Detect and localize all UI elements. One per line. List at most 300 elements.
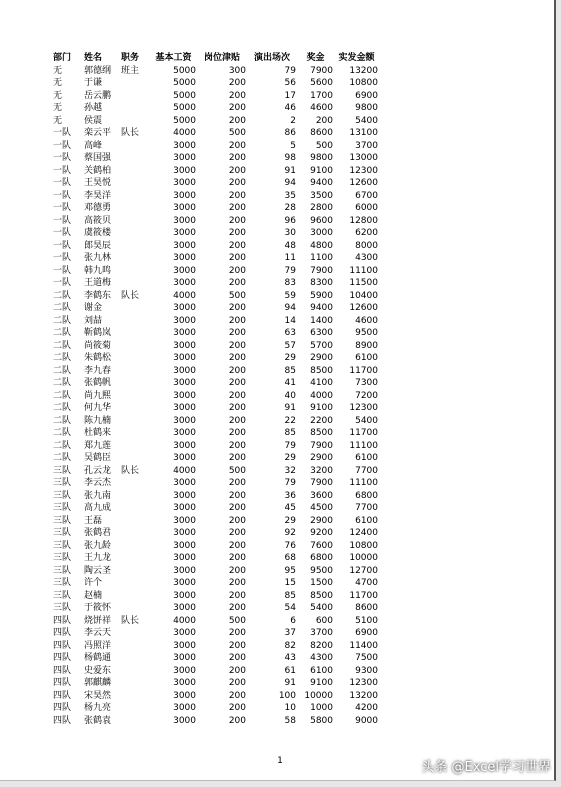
cell-show-count: 11 (284, 253, 296, 263)
cell-name: 高峰 (84, 140, 103, 151)
cell-post-allowance: 200 (228, 390, 246, 401)
cell-name: 邓德勇 (84, 203, 112, 213)
cell-show-count: 29 (284, 353, 296, 363)
cell-show-count: 2 (290, 115, 296, 126)
cell-name: 李云天 (84, 628, 112, 638)
cell-department: 二队 (53, 328, 72, 338)
cell-department: 三队 (53, 565, 72, 576)
cell-position (120, 190, 150, 203)
cell-department: 一队 (53, 190, 72, 201)
cell-department: 二队 (53, 303, 72, 313)
table-body (52, 65, 379, 728)
cell-bonus: 7600 (310, 540, 333, 551)
cell-net-pay: 11500 (349, 278, 378, 288)
cell-position (120, 702, 150, 715)
cell-post-allowance: 200 (228, 403, 246, 413)
cell-net-pay: 11700 (349, 365, 378, 376)
table-row (52, 365, 379, 378)
cell-net-pay: 6800 (355, 490, 378, 501)
table-row (52, 577, 379, 590)
cell-position (120, 327, 150, 340)
cell-bonus: 7900 (310, 65, 333, 76)
cell-department: 二队 (53, 440, 72, 451)
cell-post-allowance: 200 (228, 690, 246, 701)
cell-position (120, 415, 150, 428)
cell-base-salary: 3000 (173, 440, 196, 451)
cell-base-salary: 3000 (173, 403, 196, 413)
cell-name: 杜鹤来 (84, 428, 112, 438)
cell-base-salary: 3000 (173, 528, 196, 538)
cell-base-salary: 3000 (173, 228, 196, 238)
cell-bonus: 8200 (310, 640, 333, 651)
table-row (52, 402, 379, 415)
cell-net-pay: 6200 (355, 228, 378, 238)
table-row (52, 65, 379, 78)
cell-net-pay: 10800 (349, 540, 378, 551)
cell-show-count: 29 (284, 515, 296, 526)
cell-show-count: 100 (278, 690, 296, 701)
cell-bonus: 9100 (310, 165, 333, 176)
table-row (52, 90, 379, 103)
cell-base-salary: 3000 (173, 590, 196, 601)
cell-position (120, 552, 150, 565)
cell-post-allowance: 200 (228, 528, 246, 538)
cell-position (120, 677, 150, 690)
cell-base-salary: 5000 (173, 90, 196, 101)
cell-base-salary: 3000 (173, 703, 196, 713)
cell-base-salary: 3000 (173, 153, 196, 163)
cell-name: 谢金 (84, 303, 103, 313)
cell-post-allowance: 200 (228, 378, 246, 388)
cell-position: 队长 (121, 615, 140, 626)
cell-bonus: 1400 (310, 315, 333, 326)
cell-post-allowance: 200 (228, 703, 246, 713)
cell-bonus: 2900 (310, 353, 333, 363)
cell-base-salary: 4000 (173, 128, 196, 138)
table-row (52, 715, 379, 728)
cell-net-pay: 10800 (349, 78, 378, 88)
cell-name: 尚筱菊 (84, 340, 112, 351)
cell-name: 李昊洋 (84, 190, 112, 201)
cell-name: 高九成 (84, 503, 112, 513)
cell-bonus: 9100 (310, 678, 333, 688)
cell-name: 赵楠 (84, 590, 103, 601)
cell-bonus: 8500 (310, 428, 333, 438)
table-row (52, 102, 379, 115)
cell-post-allowance: 200 (228, 315, 246, 326)
cell-name: 孔云龙 (84, 465, 112, 476)
table-row (52, 477, 379, 490)
cell-bonus: 2900 (310, 515, 333, 526)
cell-show-count: 30 (284, 228, 296, 238)
cell-name: 靳鹤岚 (84, 328, 112, 338)
cell-name: 李云杰 (84, 478, 112, 488)
cell-bonus: 5900 (310, 290, 333, 301)
header-position: 职务 (121, 53, 140, 63)
cell-post-allowance: 200 (228, 365, 246, 376)
cell-department: 二队 (53, 453, 72, 463)
header-department: 部门 (53, 53, 72, 63)
cell-post-allowance: 200 (228, 328, 246, 338)
cell-base-salary: 3000 (173, 478, 196, 488)
cell-name: 李九春 (84, 365, 112, 376)
table-row (52, 490, 379, 503)
cell-department: 无 (53, 65, 63, 76)
cell-show-count: 54 (284, 603, 296, 613)
cell-post-allowance: 200 (228, 278, 246, 288)
cell-base-salary: 3000 (173, 165, 196, 176)
table-row (52, 665, 379, 678)
cell-post-allowance: 200 (228, 640, 246, 651)
cell-department: 二队 (53, 415, 72, 426)
cell-department: 一队 (53, 215, 72, 226)
cell-post-allowance: 500 (228, 615, 246, 626)
table-row (52, 515, 379, 528)
header-net-pay: 实发金额 (338, 53, 375, 63)
cell-net-pay: 13200 (349, 690, 378, 701)
table-row (52, 252, 379, 265)
table-row (52, 315, 379, 328)
cell-department: 三队 (53, 490, 72, 501)
cell-post-allowance: 200 (228, 665, 246, 676)
cell-bonus: 9200 (310, 528, 333, 538)
cell-position (120, 365, 150, 378)
cell-position (120, 390, 150, 403)
cell-department: 二队 (53, 428, 72, 438)
table-row (52, 227, 379, 240)
cell-bonus: 5600 (310, 78, 333, 88)
cell-post-allowance: 200 (228, 190, 246, 201)
cell-position (120, 715, 150, 728)
cell-net-pay: 12800 (349, 215, 378, 226)
cell-show-count: 79 (284, 440, 296, 451)
cell-show-count: 92 (284, 528, 296, 538)
cell-name: 史爱东 (84, 665, 112, 676)
cell-position (120, 140, 150, 153)
cell-base-salary: 3000 (173, 515, 196, 526)
cell-show-count: 91 (284, 165, 296, 176)
cell-show-count: 48 (284, 240, 296, 251)
cell-bonus: 4000 (310, 390, 333, 401)
cell-bonus: 8300 (310, 278, 333, 288)
table-row (52, 565, 379, 578)
cell-bonus: 2200 (310, 415, 333, 426)
cell-base-salary: 3000 (173, 253, 196, 263)
cell-net-pay: 11700 (349, 590, 378, 601)
cell-name: 王道梅 (84, 278, 112, 288)
cell-net-pay: 8600 (355, 603, 378, 613)
cell-name: 栾云平 (84, 128, 112, 138)
cell-bonus: 3200 (310, 465, 333, 476)
cell-base-salary: 3000 (173, 428, 196, 438)
cell-base-salary: 4000 (173, 290, 196, 301)
cell-name: 宋昊然 (84, 690, 112, 701)
cell-net-pay: 7500 (355, 653, 378, 663)
cell-position (120, 265, 150, 278)
cell-show-count: 83 (284, 278, 296, 288)
cell-department: 二队 (53, 365, 72, 376)
cell-net-pay: 3700 (355, 140, 378, 151)
table-row (52, 140, 379, 153)
table-row (52, 627, 379, 640)
cell-position (120, 540, 150, 553)
cell-show-count: 40 (284, 390, 296, 401)
cell-base-salary: 3000 (173, 603, 196, 613)
cell-net-pay: 4600 (355, 315, 378, 326)
cell-show-count: 82 (284, 640, 296, 651)
cell-department: 三队 (53, 578, 72, 588)
cell-name: 蔡国强 (84, 153, 112, 163)
cell-name: 张鹤君 (84, 528, 112, 538)
cell-net-pay: 6000 (355, 203, 378, 213)
header-post-allowance: 岗位津贴 (203, 53, 240, 63)
cell-show-count: 85 (284, 365, 296, 376)
cell-show-count: 5 (290, 140, 296, 151)
cell-name: 郎昊辰 (84, 240, 112, 251)
cell-department: 一队 (53, 165, 72, 176)
cell-position (120, 340, 150, 353)
cell-position (120, 690, 150, 703)
cell-show-count: 94 (284, 303, 296, 313)
cell-net-pay: 6100 (355, 453, 378, 463)
cell-position (120, 277, 150, 290)
cell-bonus: 3700 (310, 628, 333, 638)
cell-base-salary: 3000 (173, 390, 196, 401)
cell-post-allowance: 200 (228, 203, 246, 213)
header-bonus: 奖金 (306, 53, 325, 63)
cell-name: 虞筱楼 (84, 228, 112, 238)
cell-bonus: 1000 (310, 703, 333, 713)
cell-bonus: 4300 (310, 653, 333, 663)
cell-bonus: 5700 (310, 340, 333, 351)
cell-show-count: 43 (284, 653, 296, 663)
cell-position (120, 565, 150, 578)
cell-base-salary: 3000 (173, 678, 196, 688)
cell-bonus: 10000 (304, 690, 333, 701)
cell-net-pay: 9500 (355, 328, 378, 338)
cell-show-count: 68 (284, 553, 296, 563)
cell-bonus: 6300 (310, 328, 333, 338)
cell-post-allowance: 200 (228, 428, 246, 438)
cell-show-count: 57 (284, 340, 296, 351)
cell-bonus: 3000 (310, 228, 333, 238)
cell-name: 张九南 (84, 490, 112, 501)
cell-base-salary: 3000 (173, 315, 196, 326)
cell-show-count: 17 (284, 90, 296, 101)
cell-department: 四队 (53, 703, 72, 713)
cell-net-pay: 11100 (349, 440, 378, 451)
cell-post-allowance: 200 (228, 178, 246, 188)
cell-department: 二队 (53, 315, 72, 326)
cell-net-pay: 13000 (349, 153, 378, 163)
cell-department: 三队 (53, 528, 72, 538)
cell-show-count: 96 (284, 215, 296, 226)
cell-base-salary: 4000 (173, 465, 196, 476)
cell-net-pay: 4700 (355, 578, 378, 588)
cell-bonus: 8600 (310, 128, 333, 138)
table-row (52, 465, 379, 478)
cell-base-salary: 3000 (173, 715, 196, 726)
table-header-row (52, 52, 379, 65)
cell-show-count: 46 (284, 103, 296, 113)
cell-show-count: 86 (284, 128, 296, 138)
cell-bonus: 9400 (310, 303, 333, 313)
cell-department: 一队 (53, 240, 72, 251)
cell-name: 烧饼祥 (84, 615, 112, 626)
cell-position: 队长 (121, 290, 140, 301)
cell-base-salary: 3000 (173, 578, 196, 588)
cell-department: 一队 (53, 278, 72, 288)
cell-post-allowance: 500 (228, 290, 246, 301)
cell-name: 李鹤东 (84, 290, 112, 301)
cell-show-count: 91 (284, 678, 296, 688)
cell-name: 王磊 (84, 515, 103, 526)
cell-base-salary: 3000 (173, 653, 196, 663)
cell-department: 二队 (53, 390, 72, 401)
cell-net-pay: 10400 (349, 290, 378, 301)
cell-department: 三队 (53, 478, 72, 488)
table-row (52, 390, 379, 403)
cell-base-salary: 3000 (173, 453, 196, 463)
cell-post-allowance: 200 (228, 715, 246, 726)
cell-post-allowance: 200 (228, 590, 246, 601)
cell-post-allowance: 200 (228, 78, 246, 88)
cell-base-salary: 5000 (173, 78, 196, 88)
cell-show-count: 28 (284, 203, 296, 213)
cell-net-pay: 7700 (355, 503, 378, 513)
cell-name: 孙越 (84, 103, 103, 113)
cell-position (120, 652, 150, 665)
cell-bonus: 8500 (310, 590, 333, 601)
cell-department: 三队 (53, 540, 72, 551)
cell-post-allowance: 200 (228, 103, 246, 113)
table-row (52, 602, 379, 615)
cell-bonus: 9800 (310, 153, 333, 163)
cell-base-salary: 3000 (173, 365, 196, 376)
cell-department: 一队 (53, 265, 72, 276)
cell-post-allowance: 200 (228, 603, 246, 613)
cell-post-allowance: 200 (228, 165, 246, 176)
table-row (52, 702, 379, 715)
table-row (52, 127, 379, 140)
cell-base-salary: 3000 (173, 353, 196, 363)
cell-bonus: 4800 (310, 240, 333, 251)
cell-name: 杨九亮 (84, 703, 112, 713)
table-row (52, 502, 379, 515)
cell-bonus: 7900 (310, 440, 333, 451)
cell-post-allowance: 200 (228, 578, 246, 588)
cell-name: 张鹤袁 (84, 715, 112, 726)
cell-bonus: 9600 (310, 215, 333, 226)
cell-net-pay: 8900 (355, 340, 378, 351)
cell-position (120, 527, 150, 540)
cell-name: 郑九莲 (84, 440, 112, 451)
cell-net-pay: 12300 (349, 165, 378, 176)
cell-position: 队长 (121, 128, 140, 138)
cell-show-count: 58 (284, 715, 296, 726)
cell-name: 何九华 (84, 403, 112, 413)
cell-net-pay: 11100 (349, 478, 378, 488)
cell-base-salary: 3000 (173, 340, 196, 351)
cell-bonus: 500 (315, 140, 333, 151)
cell-bonus: 1100 (310, 253, 333, 263)
cell-base-salary: 3000 (173, 140, 196, 151)
cell-bonus: 3600 (310, 490, 333, 501)
cell-base-salary: 3000 (173, 178, 196, 188)
cell-position (120, 477, 150, 490)
cell-base-salary: 3000 (173, 640, 196, 651)
cell-net-pay: 6700 (355, 190, 378, 201)
cell-name: 张鹤帆 (84, 378, 112, 388)
cell-net-pay: 8000 (355, 240, 378, 251)
table-row (52, 415, 379, 428)
cell-net-pay: 7200 (355, 390, 378, 401)
table-row (52, 115, 379, 128)
cell-net-pay: 11400 (349, 640, 378, 651)
cell-department: 一队 (53, 228, 72, 238)
cell-net-pay: 4300 (355, 253, 378, 263)
cell-show-count: 94 (284, 178, 296, 188)
cell-post-allowance: 200 (228, 553, 246, 563)
cell-bonus: 8500 (310, 365, 333, 376)
table-row (52, 152, 379, 165)
cell-name: 陈九楠 (84, 415, 112, 426)
cell-bonus: 7900 (310, 265, 333, 276)
cell-post-allowance: 200 (228, 565, 246, 576)
cell-bonus: 4500 (310, 503, 333, 513)
cell-post-allowance: 200 (228, 215, 246, 226)
cell-department: 四队 (53, 628, 72, 638)
cell-name: 岳云鹏 (84, 90, 112, 101)
cell-department: 三队 (53, 553, 72, 563)
cell-name: 刘喆 (84, 315, 103, 326)
cell-post-allowance: 500 (228, 128, 246, 138)
cell-base-salary: 3000 (173, 203, 196, 213)
cell-show-count: 6 (290, 615, 296, 626)
cell-department: 四队 (53, 715, 72, 726)
cell-net-pay: 12300 (349, 403, 378, 413)
cell-net-pay: 5400 (355, 115, 378, 126)
cell-name: 张九龄 (84, 540, 112, 551)
cell-name: 冯照洋 (84, 640, 112, 651)
cell-bonus: 9500 (310, 565, 333, 576)
cell-show-count: 85 (284, 590, 296, 601)
cell-show-count: 14 (284, 315, 296, 326)
cell-show-count: 56 (284, 78, 296, 88)
cell-position (120, 302, 150, 315)
cell-bonus: 2800 (310, 203, 333, 213)
cell-net-pay: 9800 (355, 103, 378, 113)
cell-post-allowance: 200 (228, 153, 246, 163)
cell-base-salary: 3000 (173, 328, 196, 338)
cell-net-pay: 13200 (349, 65, 378, 76)
table-row (52, 690, 379, 703)
cell-post-allowance: 200 (228, 115, 246, 126)
cell-show-count: 95 (284, 565, 296, 576)
cell-post-allowance: 200 (228, 440, 246, 451)
cell-base-salary: 5000 (173, 65, 196, 76)
cell-base-salary: 3000 (173, 665, 196, 676)
cell-net-pay: 10000 (349, 553, 378, 563)
cell-net-pay: 5400 (355, 415, 378, 426)
cell-position (120, 515, 150, 528)
table-row (52, 377, 379, 390)
cell-net-pay: 12700 (349, 565, 378, 576)
cell-department: 三队 (53, 515, 72, 526)
cell-department: 一队 (53, 178, 72, 188)
table-row (52, 240, 379, 253)
cell-post-allowance: 200 (228, 303, 246, 313)
